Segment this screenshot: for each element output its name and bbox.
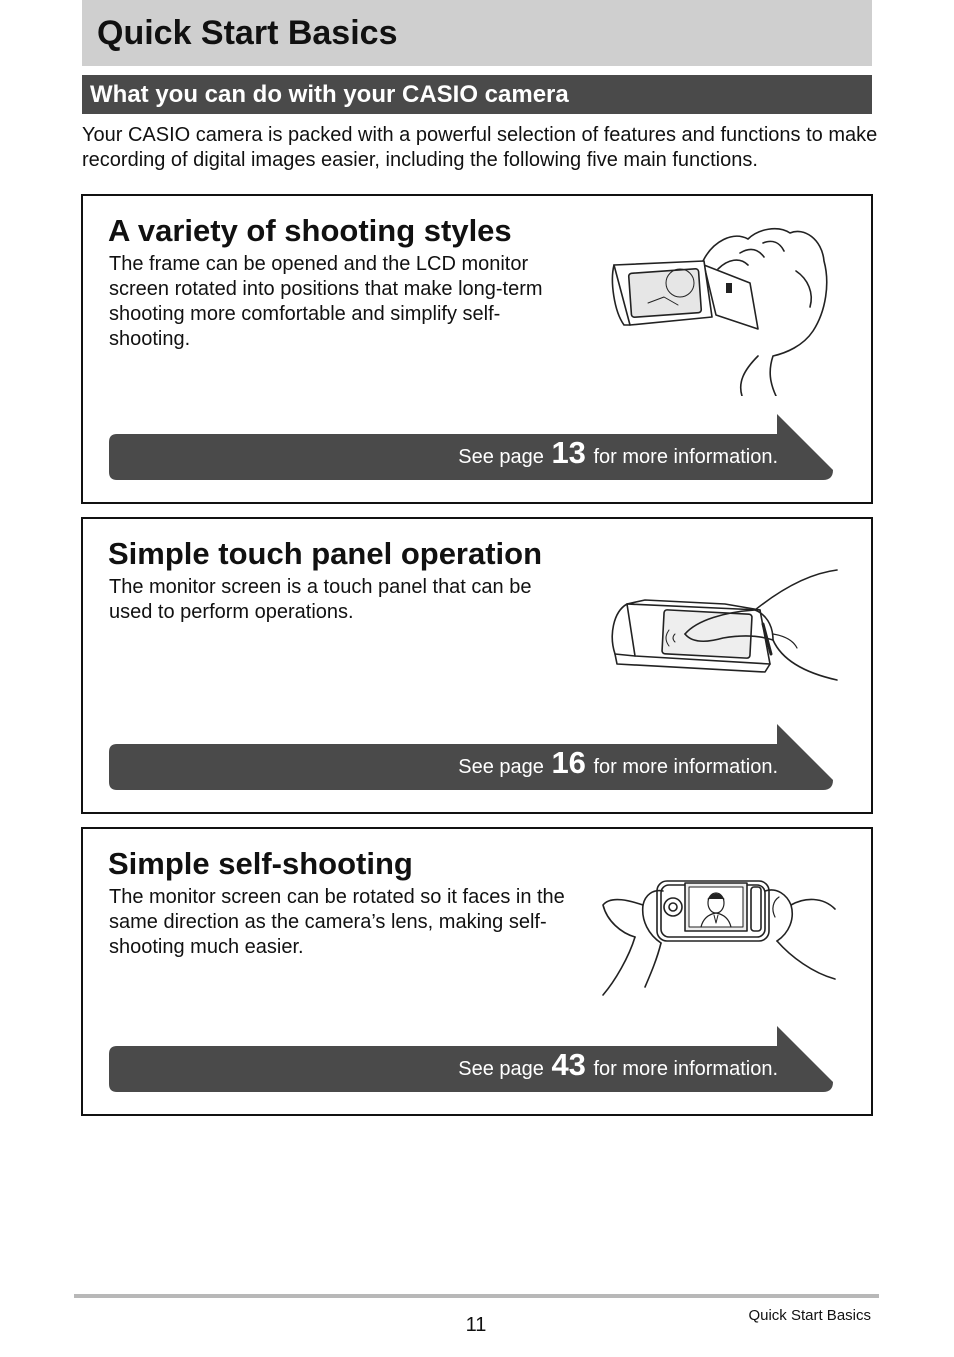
feature-title: A variety of shooting styles [108,213,512,248]
footer-divider [74,1294,879,1298]
section-heading-bar [82,75,872,114]
page-reference-number[interactable]: 43 [551,1047,586,1082]
feature-box-touch-panel [81,517,873,814]
footer-section-label: Quick Start Basics [748,1307,871,1324]
see-page-banner[interactable] [109,1026,833,1092]
page-title-bar [82,0,872,66]
see-page-link-text: See page 16 for more information. [458,745,778,780]
see-page-link-text: See page 43 for more information. [458,1047,778,1082]
feature-description: The monitor screen is a touch panel that can be used to perform operations. [109,576,532,623]
page-title: Quick Start Basics [97,14,398,52]
see-page-banner[interactable] [109,724,833,790]
see-page-link-text: See page 13 for more information. [458,435,778,470]
feature-description: The frame can be opened and the LCD monitor screen rotated into positions that make long-term shooting more comfortable and simplify self-shooting. [109,253,543,350]
feature-title: Simple touch panel operation [108,536,543,571]
section-heading: What you can do with your CASIO camera [90,81,569,108]
page-reference-number[interactable]: 16 [551,745,586,780]
feature-description: The monitor screen can be rotated so it faces in the same direction as the camera’s lens, making self-shooting much easier. [109,886,565,958]
feature-box-self-shooting [81,827,873,1116]
feature-box-shooting-styles [81,194,873,504]
see-page-banner[interactable] [109,414,833,480]
page-reference-number[interactable]: 13 [551,435,586,470]
intro-paragraph: Your CASIO camera is packed with a powerful selection of features and functions to make recording of digital images easier, including the following five main functions. [82,124,878,171]
feature-title: Simple self-shooting [108,846,413,881]
finger-touching-screen-icon [605,564,840,684]
camera-held-in-hand-icon [608,221,833,396]
page-number: 11 [465,1314,487,1336]
self-shooting-camera-icon [601,861,841,1001]
